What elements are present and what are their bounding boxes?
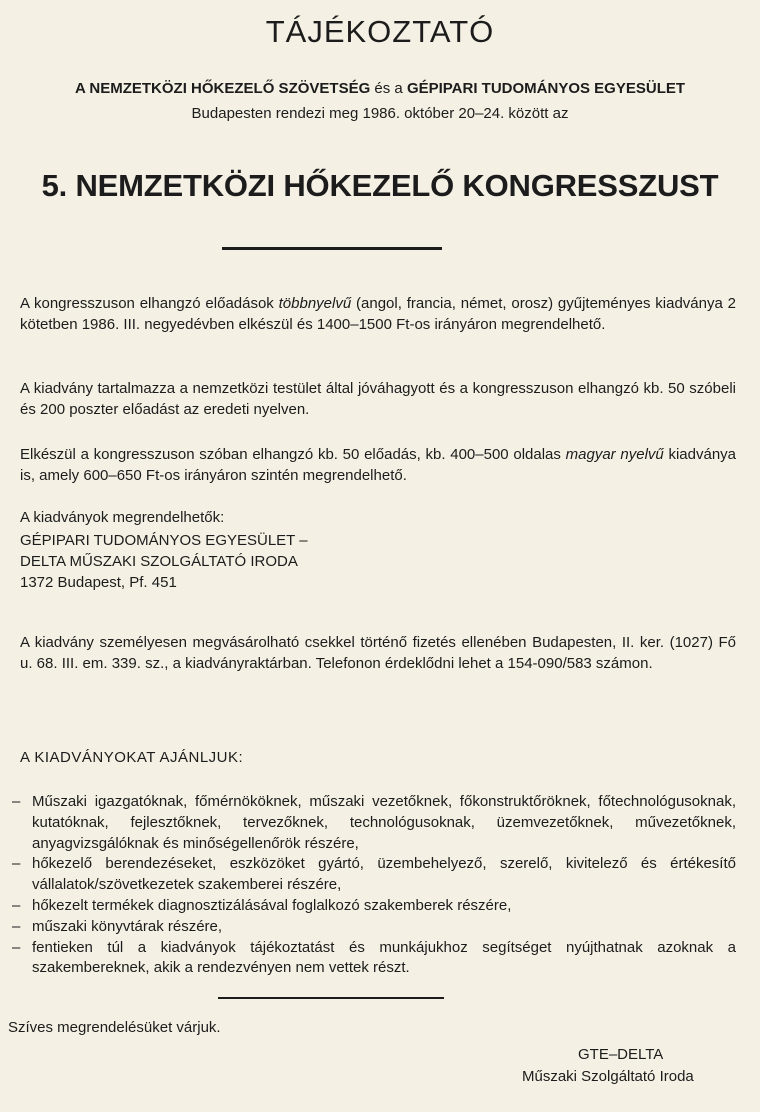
- organizer-2: GÉPIPARI TUDOMÁNYOS EGYESÜLET: [406, 80, 686, 97]
- p3-text-b: kiadványa is, amely 600–650 Ft-os irányáron szintén megrendelhető.: [20, 446, 737, 484]
- p3-text-a: Elkészül a kongresszuson szóban elhangzó kb. 50 előadás, kb. 400–500 oldalas: [20, 446, 566, 463]
- divider-bottom: [218, 997, 444, 999]
- order-address: [20, 530, 736, 593]
- paragraph-multilingual-edition: [20, 293, 736, 335]
- event-date-line: Budapesten rendezi meg 1986. október 20–24. között az: [191, 105, 569, 122]
- signature-line-1: GTE–DELTA: [578, 1046, 664, 1063]
- organizers-line: [0, 80, 760, 97]
- address-line: DELTA MŰSZAKI SZOLGÁLTATÓ IRODA: [20, 553, 298, 570]
- list-item: – Műszaki igazgatóknak, főmérnököknek, műszaki vezetőknek, főkonstruktőröknek, főtechnológusoknak, kutatóknak, fejlesztőknek, tervezőknek, technológusoknak, üzemvezetőknek, művezetőknek, anyagvizsgálóknak és minőségellenőrök részére,: [12, 792, 736, 854]
- list-item: – műszaki könyvtárak részére,: [12, 917, 736, 938]
- document-title: TÁJÉKOZTATÓ: [265, 14, 495, 49]
- recommend-list: [12, 792, 736, 979]
- divider-top: [222, 247, 442, 250]
- p1-emphasis: többnyelvű: [278, 295, 352, 312]
- list-item: – fentieken túl a kiadványok tájékoztatást és munkájukhoz segítséget nyújthatnak azoknak a szakembereknek, akik a rendezvényen nem vettek részt.: [12, 938, 736, 980]
- list-item: – hőkezelt termékek diagnosztizálásával foglalkozó szakemberek részére,: [12, 896, 736, 917]
- list-item: – hőkezelő berendezéseket, eszközöket gyártó, üzembehelyező, szerelő, kivitelező és értékesítő vállalatok/szövetkezetek szakemberei részére,: [12, 854, 736, 896]
- p1-text-a: A kongresszuson elhangzó előadások: [20, 295, 279, 312]
- address-line: 1372 Budapest, Pf. 451: [20, 574, 177, 591]
- congress-title: 5. NEMZETKÖZI HŐKEZELŐ KONGRESSZUST: [41, 168, 719, 203]
- paragraph-contents: A kiadvány tartalmazza a nemzetközi testület által jóváhagyott és a kongresszuson elhangzó kb. 50 szóbeli és 200 poszter előadást az eredeti nyelven.: [20, 380, 736, 418]
- p1-text-b: (angol, francia, német, orosz) gyűjteményes kiadványa 2 kötetben 1986. III. negyedévben elkészül és 1400–1500 Ft-os irányáron megrendelhető.: [20, 295, 736, 333]
- address-line: GÉPIPARI TUDOMÁNYOS EGYESÜLET –: [20, 532, 308, 549]
- paragraph-hungarian-edition: [20, 444, 736, 486]
- p3-emphasis: magyar nyelvű: [565, 446, 664, 463]
- organizer-conjunction: és a: [370, 80, 407, 97]
- recommend-heading: A KIADVÁNYOKAT AJÁNLJUK:: [20, 749, 244, 766]
- closing-text: Szíves megrendelésüket várjuk.: [8, 1019, 221, 1036]
- orders-heading: A kiadványok megrendelhetők:: [20, 509, 225, 526]
- paragraph-purchase-info: A kiadvány személyesen megvásárolható csekkel történő fizetés ellenében Budapesten, II. ker. (1027) Fő u. 68. III. em. 339. sz., a kiadványraktárban. Telefonon érdeklődni lehet a 154-090/583 számon.: [20, 634, 736, 672]
- signature-line-2: Műszaki Szolgáltató Iroda: [522, 1068, 694, 1085]
- organizer-1: A NEMZETKÖZI HŐKEZELŐ SZÖVETSÉG: [74, 80, 371, 97]
